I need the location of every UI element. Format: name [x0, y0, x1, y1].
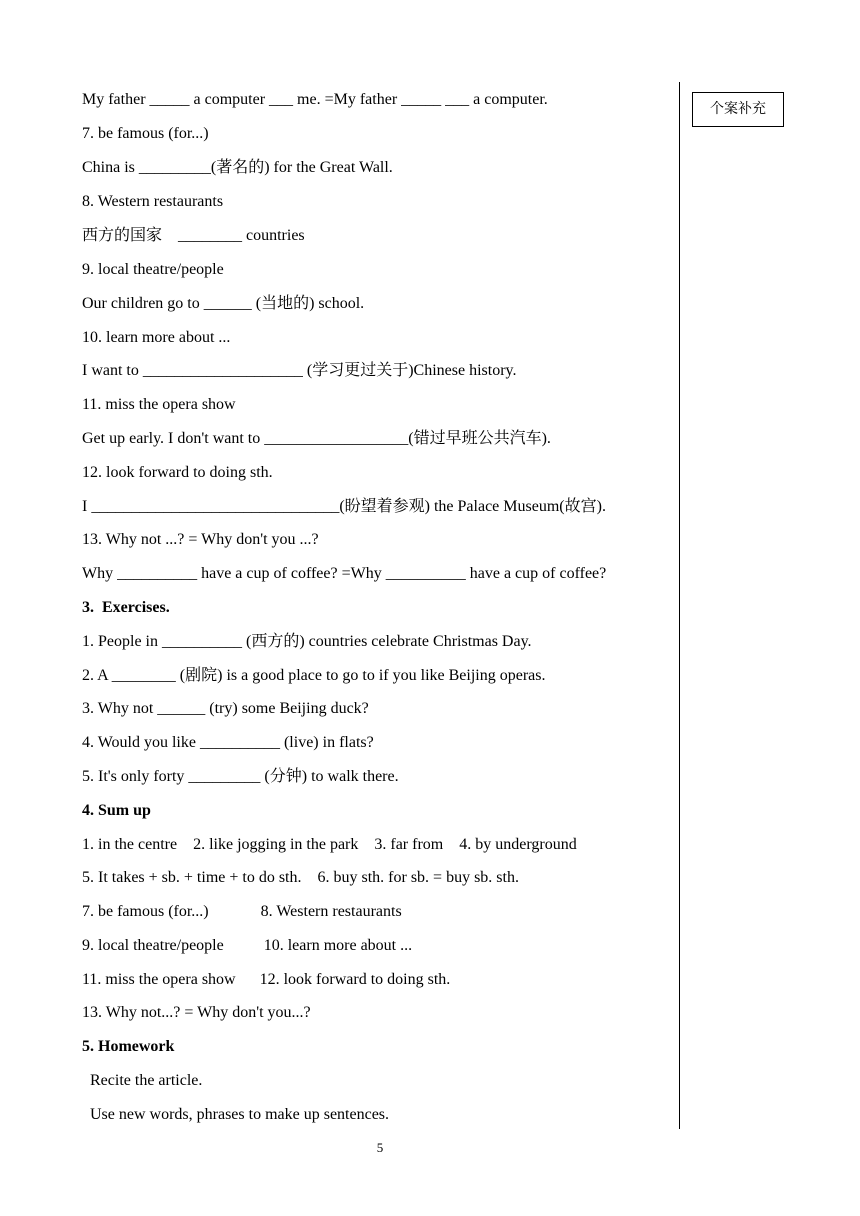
text-line: 13. Why not ...? = Why don't you ...? — [82, 531, 319, 548]
text-line: 12. look forward to doing sth. — [82, 464, 273, 481]
text-line: China is _________(著名的) for the Great Wall. — [82, 159, 393, 176]
exercise-item: 2. A ________ (剧院) is a good place to go to if you like Beijing operas. — [82, 667, 546, 684]
exercise-item: 5. It's only forty _________ (分钟) to walk there. — [82, 768, 399, 785]
section-heading-sum-up: 4. Sum up — [82, 802, 151, 819]
summary-line: 7. be famous (for...) 8. Western restaurants — [82, 903, 402, 920]
summary-line: 1. in the centre 2. like jogging in the park 3. far from 4. by underground — [82, 836, 577, 853]
text-line: 8. Western restaurants — [82, 193, 224, 210]
text-line: 11. miss the opera show — [82, 396, 236, 413]
side-note-label: 个案补充 — [710, 102, 766, 117]
text-line: I want to ____________________ (学习更过关于)Chinese history. — [82, 362, 517, 379]
text-line: 9. local theatre/people — [82, 261, 224, 278]
side-note-box — [692, 92, 784, 127]
text-line: Our children go to ______ (当地的) school. — [82, 295, 365, 312]
section-heading-homework: 5. Homework — [82, 1038, 175, 1055]
summary-line: 11. miss the opera show 12. look forward to doing sth. — [82, 971, 451, 988]
text-line: Get up early. I don't want to __________________(错过早班公共汽车). — [82, 430, 551, 447]
homework-item: Recite the article. — [90, 1072, 203, 1089]
page-number: 5 — [376, 1140, 384, 1155]
exercise-item: 3. Why not ______ (try) some Beijing duck? — [82, 700, 369, 717]
summary-line: 13. Why not...? = Why don't you...? — [82, 1004, 311, 1021]
text-line: 西方的国家 ________ countries — [82, 227, 305, 244]
summary-line: 5. It takes + sb. + time + to do sth. 6. buy sth. for sb. = buy sb. sth. — [82, 869, 519, 886]
section-heading-exercises: 3. Exercises. — [82, 599, 170, 616]
summary-line: 9. local theatre/people 10. learn more about ... — [82, 937, 413, 954]
homework-item: Use new words, phrases to make up sentences. — [90, 1106, 390, 1123]
exercise-item: 1. People in __________ (西方的) countries celebrate Christmas Day. — [82, 633, 532, 650]
text-line: My father _____ a computer ___ me. =My father _____ ___ a computer. — [82, 91, 548, 108]
margin-divider — [679, 82, 680, 1129]
text-line: Why __________ have a cup of coffee? =Why __________ have a cup of coffee? — [82, 565, 607, 582]
text-line: 10. learn more about ... — [82, 329, 231, 346]
text-line: 7. be famous (for...) — [82, 125, 209, 142]
exercise-item: 4. Would you like __________ (live) in flats? — [82, 734, 374, 751]
text-line: I _______________________________(盼望着参观) the Palace Museum(故宫). — [82, 498, 606, 515]
